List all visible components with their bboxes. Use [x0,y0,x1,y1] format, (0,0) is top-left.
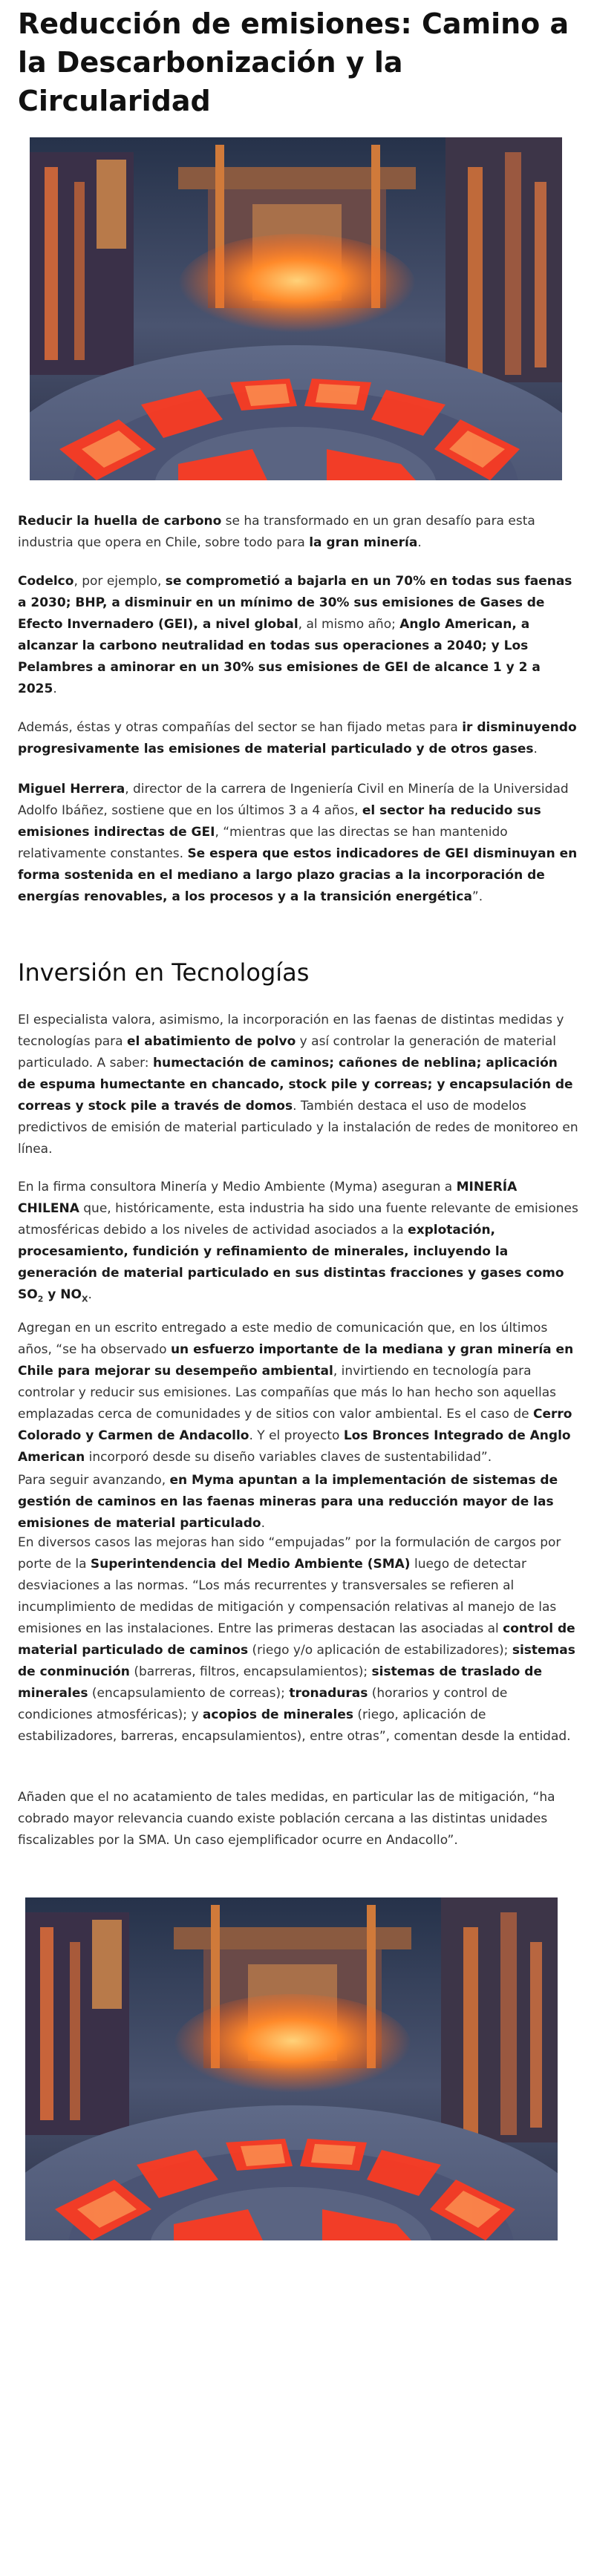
bold-text: tronaduras [289,1686,368,1701]
bold-text: Codelco [18,574,74,589]
bold-text: explotación, procesamiento, fundición y refinamiento de minerales, incluyendo la generación de material particulado en sus distintas fracciones y gases como SO [18,1223,564,1302]
text-run: . [417,535,422,550]
bold-text: Anglo American, a alcanzar la carbono neutralidad en todas sus operaciones a 2040; y Los Pelambres a aminorar en un 30% sus emisiones de GEI de alcance 1 y 2 a 2025 [18,617,541,696]
text-run: se ha transformado en un gran desafío para esta industria que opera en Chile, sobre todo para [18,514,535,550]
bold-text: en Myma apuntan a la implementación de sistemas de gestión de caminos en las faenas mineras para una reducción mayor de las emisiones de material particulado [18,1473,558,1531]
text-run: El especialista valora, asimismo, la incorporación en las faenas de distintas medidas y tecnologías para [18,1013,564,1049]
bold-text: el abatimiento de polvo [126,1034,296,1049]
text-run: En la firma consultora Minería y Medio Ambiente (Myma) aseguran a [18,1180,457,1194]
paragraph-6 [18,1177,578,1306]
bold-text: ir disminuyendo progresivamente las emisiones de material particulado y de otros gases [18,720,577,756]
bold-text: acopios de minerales [202,1707,353,1722]
text-run: , director de la carrera de Ingeniería Civil en Minería de la Universidad Adolfo Ibáñez, sostiene que en los últimos 3 a 4 años, [18,782,569,818]
paragraph-7 [18,1318,578,1468]
paragraph-5 [18,1010,578,1160]
text-run: . [88,1287,92,1302]
bold-text: humectación de caminos; cañones de neblina; aplicación de espuma humectante en chancado, stock pile y correas; y encapsulación de correas y stock pile a través de domos [18,1056,573,1114]
text-run: , “mientras que las directas se han mantenido relativamente constantes. [18,825,508,861]
bold-text: sistemas de traslado de minerales [18,1664,542,1701]
bold-text: MINERÍA CHILENA [18,1180,518,1216]
text-run: luego de detectar desviaciones a las normas. “Los más recurrentes y transversales se refieren al incumplimiento de medidas de mitigación y compensación relativas al manejo de las emisiones en las instalaciones. Entre las primeras destacan las asociadas al [18,1557,557,1636]
paragraph-4 [18,779,578,908]
bold-text: se comprometió a bajarla en un 70% en todas sus faenas a 2030; BHP, a disminuir en un mínimo de 30% sus emisiones de Gases de Efecto Invernadero (GEI), a nivel global [18,574,572,632]
paragraph-9 [18,1532,578,1748]
bold-text: el sector ha reducido sus emisiones indirectas de GEI [18,803,541,840]
text-run: Agregan en un escrito entregado a este medio de comunicación que, en los últimos años, “se ha observado [18,1321,548,1357]
text-run: , por ejemplo, [74,574,166,589]
hero-image [30,137,562,480]
bold-text: control de material particulado de caminos [18,1621,575,1658]
paragraph-2 [18,571,578,700]
bold-text: un esfuerzo importante de la mediana y gran minería en Chile para mejorar su desempeño ambiental [18,1342,574,1379]
bottom-image [25,1897,558,2240]
text-run: (riego, aplicación de estabilizadores, barreras, encapsulamientos), entre otras”, comentan desde la entidad. [18,1707,571,1744]
text-run: (riego y/o aplicación de estabilizadores); [248,1643,512,1658]
bold-text: y NO [43,1287,82,1302]
text-run: , invirtiendo en tecnología para controlar y reducir sus emisiones. Las compañías que más lo han hecho son aquellas emplazadas cerca de comunidades y de sitios con valor ambiental. Es el caso de [18,1364,556,1422]
bold-text: sistemas de conminución [18,1643,575,1679]
bold-text: X [81,1294,88,1304]
paragraph-8 [18,1470,578,1534]
paragraph-10 [18,1787,578,1851]
bold-text: 2 [37,1294,44,1304]
furnace-illustration-2 [25,1897,558,2240]
bold-text: Los Bronces Integrado de Anglo American [18,1428,571,1465]
text-run: (barreras, filtros, encapsulamientos); [129,1664,372,1679]
text-run: Añaden que el no acatamiento de tales medidas, en particular las de mitigación, “ha cobrado mayor relevancia cuando existe población cercana a las distintas unidades fiscalizables por la SMA. Un caso ejemplificador ocurre en Andacollo”. [18,1790,555,1848]
bold-text: Cerro Colorado y Carmen de Andacollo [18,1407,572,1443]
text-run: . [533,742,538,756]
article-title: Reducción de emisiones: Camino a la Descarbonización y la Circularidad [18,7,569,117]
section-heading-inversion: Inversión en Tecnologías [18,958,310,987]
bold-text: Superintendencia del Medio Ambiente (SMA) [90,1557,411,1572]
bold-text: la gran minería [309,535,418,550]
text-run: Para seguir avanzando, [18,1473,170,1488]
text-run: incorporó desde su diseño variables claves de sustentabilidad”. [85,1450,492,1465]
text-run: Además, éstas y otras compañías del sector se han fijado metas para [18,720,463,735]
paragraph-1 [18,511,578,554]
bold-text: Reducir la huella de carbono [18,514,222,529]
text-run: (horarios y control de condiciones atmosféricas); y [18,1686,508,1722]
text-run: y así controlar la generación de material particulado. A saber: [18,1034,556,1070]
text-run: que, históricamente, esta industria ha sido una fuente relevante de emisiones atmosféricas debido a los niveles de actividad asociados a la [18,1201,578,1238]
text-run: En diversos casos las mejoras han sido “empujadas” por la formulación de cargos por porte de la [18,1535,561,1572]
bold-text: Se espera que estos indicadores de GEI disminuyan en forma sostenida en el mediano a largo plazo gracias a la incorporación de energías renovables, a los procesos y a la transición energética [18,846,578,904]
text-run: . [53,681,57,696]
paragraph-3 [18,717,578,760]
text-run: . [261,1516,265,1531]
text-run: (encapsulamiento de correas); [88,1686,290,1701]
text-run: ”. [471,889,483,904]
text-run: . Y el proyecto [249,1428,344,1443]
furnace-illustration [30,137,562,480]
bold-text: Miguel Herrera [18,782,125,797]
text-run: . También destaca el uso de modelos predictivos de emisión de material particulado y la instalación de redes de monitoreo en línea. [18,1099,578,1157]
text-run: , al mismo año; [298,617,400,632]
